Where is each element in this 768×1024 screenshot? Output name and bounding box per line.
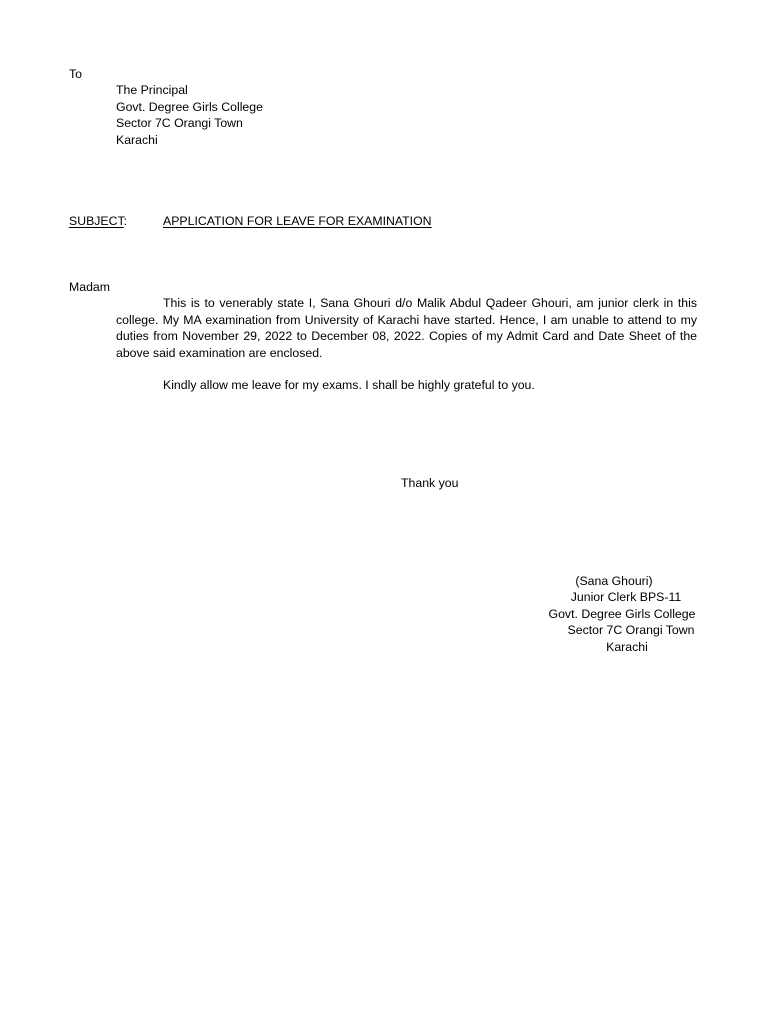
- body-paragraph-1: This is to venerably state I, Sana Ghouri d/o Malik Abdul Qadeer Ghouri, am junior clerk in this college. My MA examination from University of Karachi have started. Hence, I am unable to attend to my duties from November 29, 2022 to December 08, 2022. Copies of my Admit Card and Date Sheet of the above said examination are enclosed.: [116, 296, 697, 360]
- recipient-title: The Principal: [116, 83, 188, 97]
- recipient-address: Sector 7C Orangi Town: [116, 116, 243, 130]
- subject-colon: :: [123, 214, 128, 228]
- signature-city: Karachi: [606, 640, 648, 654]
- signature-institution: Govt. Degree Girls College: [548, 607, 696, 621]
- body-paragraph-2: Kindly allow me leave for my exams. I shall be highly grateful to you.: [163, 378, 535, 392]
- signature-address: Sector 7C Orangi Town: [567, 623, 695, 637]
- recipient-institution: Govt. Degree Girls College: [116, 100, 263, 114]
- recipient-city: Karachi: [116, 133, 158, 147]
- subject-heading: [69, 213, 127, 230]
- subject-label: SUBJECT: [69, 214, 124, 228]
- signature-designation: Junior Clerk BPS-11: [570, 590, 682, 604]
- subject-text: APPLICATION FOR LEAVE FOR EXAMINATION: [163, 214, 432, 228]
- closing: Thank you: [401, 476, 459, 490]
- to-label: To: [69, 67, 82, 81]
- greeting: Madam: [69, 280, 111, 294]
- signature-name: (Sana Ghouri): [575, 574, 653, 588]
